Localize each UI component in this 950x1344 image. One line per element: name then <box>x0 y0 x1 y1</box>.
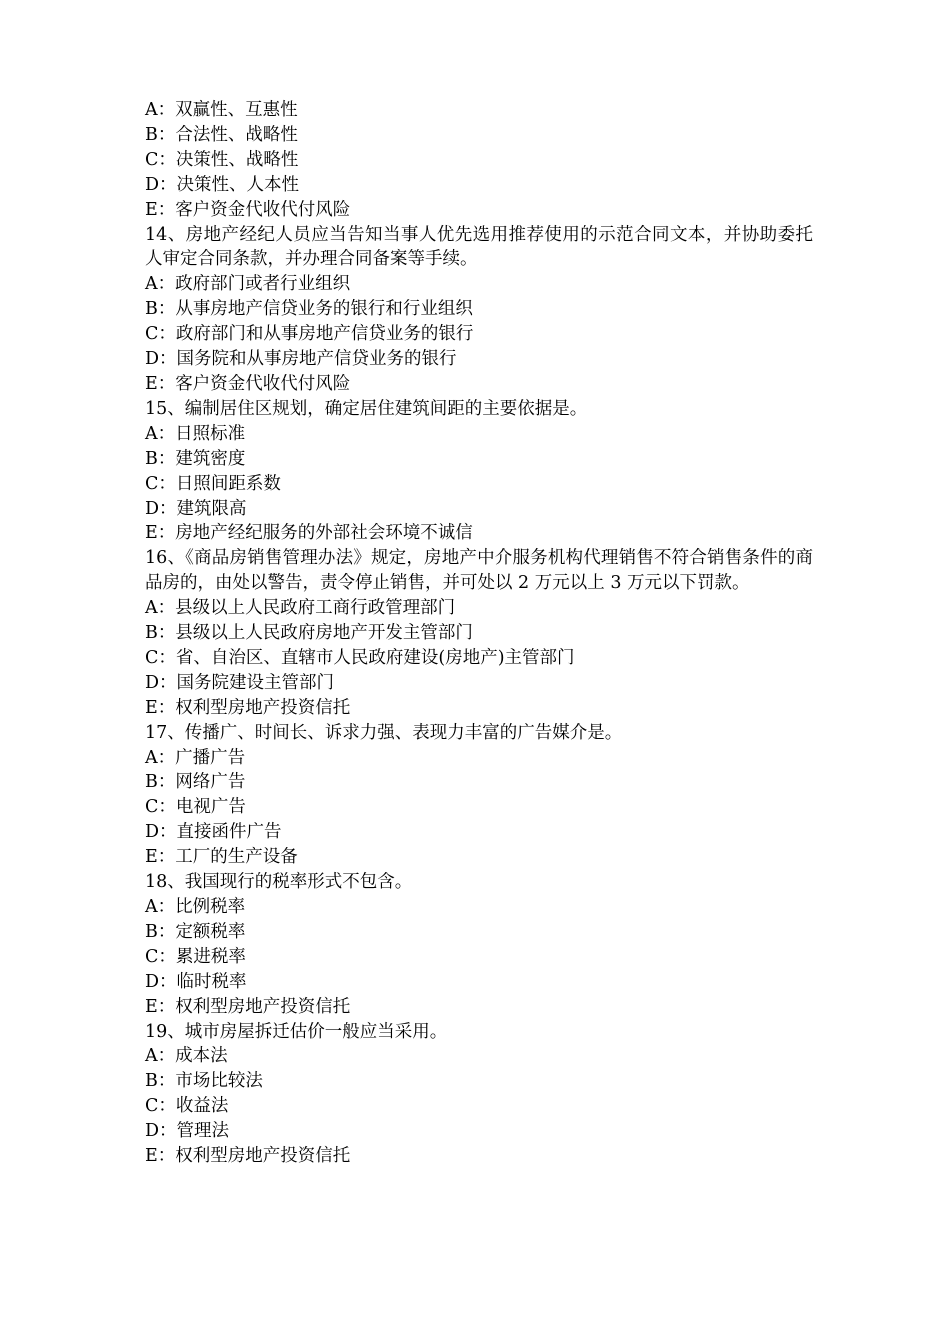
option-line: E：客户资金代收代付风险 <box>145 373 351 394</box>
option-line: C：政府部门和从事房地产信贷业务的银行 <box>145 324 474 345</box>
option-line: D：决策性、人本性 <box>145 174 300 195</box>
option-line: A：政府部门或者行业组织 <box>145 274 351 295</box>
option-line: A：日照标准 <box>145 423 246 444</box>
option-line: A：成本法 <box>145 1046 228 1067</box>
question-14: 14、房地产经纪人员应当告知当事人优先选用推荐使用的示范合同文本，并协助委托人审定合同条款，并办理合同备案等手续。 <box>145 224 813 270</box>
option-line: C：累进税率 <box>145 946 246 967</box>
option-line: D：国务院建设主管部门 <box>145 672 335 693</box>
option-line: E：权利型房地产投资信托 <box>145 996 351 1017</box>
option-line: E：权利型房地产投资信托 <box>145 697 351 718</box>
option-line: E：客户资金代收代付风险 <box>145 199 351 220</box>
option-line: B：建筑密度 <box>145 448 246 469</box>
option-line: B：从事房地产信贷业务的银行和行业组织 <box>145 299 473 320</box>
option-line: E：权利型房地产投资信托 <box>145 1146 351 1167</box>
option-line: B：县级以上人民政府房地产开发主管部门 <box>145 623 473 644</box>
question-17: 17、传播广、时间长、诉求力强、表现力丰富的广告媒介是。 <box>145 722 623 743</box>
option-line: B：网络广告 <box>145 772 246 793</box>
option-line: D：建筑限高 <box>145 498 247 519</box>
option-line: D：管理法 <box>145 1121 230 1142</box>
option-line: E：房地产经纪服务的外部社会环境不诚信 <box>145 523 473 544</box>
option-line: A：广播广告 <box>145 747 246 768</box>
option-line: C：日照间距系数 <box>145 473 281 494</box>
question-15: 15、编制居住区规划，确定居住建筑间距的主要依据是。 <box>145 398 588 419</box>
document-body <box>145 98 813 1169</box>
option-line: C：收益法 <box>145 1096 229 1117</box>
option-line: B：定额税率 <box>145 921 246 942</box>
option-line: A：双赢性、互惠性 <box>145 100 298 120</box>
option-line: D：临时税率 <box>145 971 247 992</box>
option-line: D：国务院和从事房地产信贷业务的银行 <box>145 349 457 370</box>
option-line: A：县级以上人民政府工商行政管理部门 <box>145 598 456 619</box>
question-16: 16、《商品房销售管理办法》规定，房地产中介服务机构代理销售不符合销售条件的商品房的，由处以警告，责令停止销售，并可处以 2 万元以上 3 万元以下罚款。 <box>145 548 813 594</box>
option-line: B：合法性、战略性 <box>145 124 298 145</box>
question-18: 18、我国现行的税率形式不包含。 <box>145 872 413 893</box>
option-line: C：电视广告 <box>145 797 246 818</box>
option-line: D：直接函件广告 <box>145 822 282 843</box>
question-19: 19、城市房屋拆迁估价一般应当采用。 <box>145 1021 448 1042</box>
option-line: C：决策性、战略性 <box>145 149 299 170</box>
option-line: E：工厂的生产设备 <box>145 847 298 868</box>
option-line: A：比例税率 <box>145 897 246 917</box>
option-line: B：市场比较法 <box>145 1071 263 1092</box>
option-line: C：省、自治区、直辖市人民政府建设(房地产)主管部门 <box>145 647 575 668</box>
